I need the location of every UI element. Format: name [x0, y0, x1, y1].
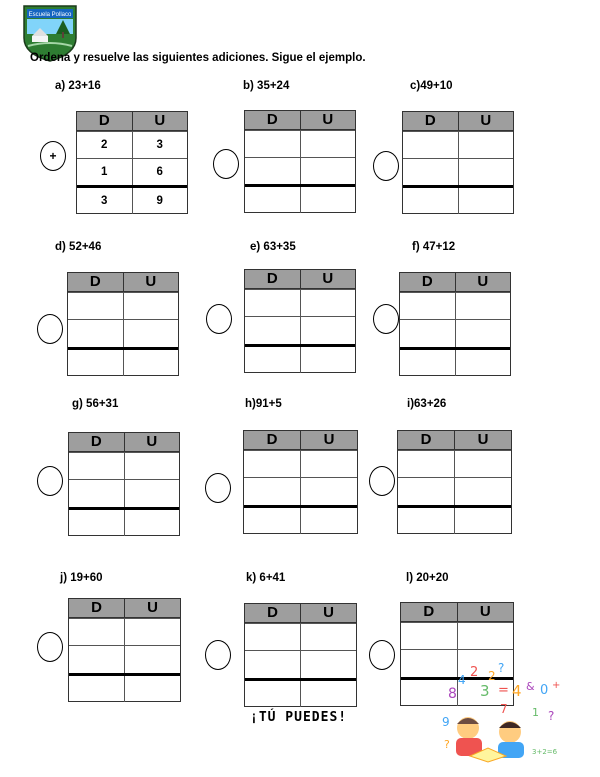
- tens-cell[interactable]: 3: [101, 195, 108, 207]
- children-reading-illustration-icon: [440, 658, 565, 770]
- operator-circle-b[interactable]: [213, 149, 239, 179]
- operator-circle-d[interactable]: [37, 314, 63, 344]
- addend-row: [398, 477, 511, 504]
- addend-row: [245, 623, 356, 650]
- units-cell[interactable]: [124, 619, 180, 645]
- table-header: [69, 599, 180, 618]
- table-header: [398, 431, 511, 450]
- addend-row: [245, 289, 355, 316]
- svg-text:+: +: [552, 680, 561, 691]
- tens-cell[interactable]: [68, 350, 123, 376]
- svg-text:3+2=6: 3+2=6: [532, 748, 558, 756]
- addend-row: [400, 319, 510, 346]
- units-cell[interactable]: [123, 350, 179, 376]
- result-row: [245, 678, 356, 707]
- place-value-table-c: [402, 111, 514, 214]
- instructions: Ordena y resuelve las siguientes adiciones. Sigue el ejemplo.: [30, 52, 366, 64]
- column-header-units: U: [300, 431, 357, 449]
- result-row: [245, 184, 355, 213]
- addend-row: [244, 477, 357, 504]
- result-row: [398, 505, 511, 534]
- place-value-table-a: [76, 111, 188, 214]
- operator-circle-j[interactable]: [37, 632, 63, 662]
- result-row: [69, 507, 179, 536]
- addend-row: [68, 319, 178, 346]
- units-cell[interactable]: [124, 480, 180, 506]
- units-cell[interactable]: [300, 131, 356, 157]
- addend-row: [77, 158, 187, 185]
- tens-cell[interactable]: [245, 187, 300, 213]
- tens-cell[interactable]: [69, 646, 124, 672]
- column-header-tens: D: [267, 604, 278, 621]
- units-cell[interactable]: 6: [132, 159, 188, 185]
- operator-circle-i[interactable]: [369, 466, 395, 496]
- table-header: [69, 433, 179, 452]
- tens-cell[interactable]: 2: [101, 139, 108, 151]
- units-cell[interactable]: [300, 290, 356, 316]
- tens-cell[interactable]: [245, 651, 300, 677]
- units-cell[interactable]: [458, 132, 514, 158]
- exercise-label-l: l) 20+20: [406, 572, 449, 584]
- svg-text:3: 3: [480, 682, 490, 700]
- units-cell[interactable]: [454, 478, 511, 504]
- addend-row: [403, 158, 513, 185]
- svg-text:4: 4: [512, 682, 522, 700]
- operator-circle-g[interactable]: [37, 466, 63, 496]
- table-header: [245, 604, 356, 623]
- column-header-units: U: [300, 604, 356, 622]
- addend-row: [244, 450, 357, 477]
- table-header: [245, 270, 355, 289]
- units-cell[interactable]: [458, 188, 514, 214]
- tens-cell[interactable]: 1: [101, 166, 108, 178]
- addend-row: [69, 479, 179, 506]
- tens-cell[interactable]: [403, 188, 458, 214]
- units-cell[interactable]: [458, 159, 514, 185]
- tens-cell[interactable]: [244, 508, 300, 534]
- addend-row: [245, 650, 356, 677]
- place-value-table-b: [244, 110, 356, 213]
- svg-text:1: 1: [532, 706, 539, 719]
- table-header: [401, 603, 513, 622]
- units-cell[interactable]: [123, 320, 179, 346]
- column-header-tens: D: [420, 431, 432, 448]
- tens-cell[interactable]: [403, 159, 458, 185]
- tens-cell[interactable]: [69, 453, 124, 479]
- tens-cell[interactable]: [245, 131, 300, 157]
- units-cell[interactable]: [124, 676, 180, 702]
- column-header-tens: D: [89, 273, 101, 290]
- tens-cell[interactable]: [244, 478, 300, 504]
- place-value-table-j: [68, 598, 181, 702]
- operator-circle-f[interactable]: [373, 304, 399, 334]
- table-header: [403, 112, 513, 131]
- units-cell[interactable]: [300, 478, 357, 504]
- exercise-label-g: g) 56+31: [72, 398, 119, 410]
- units-cell[interactable]: [454, 451, 511, 477]
- exercise-label-k: k) 6+41: [246, 572, 286, 584]
- table-header: [244, 431, 357, 450]
- result-row: [244, 505, 357, 534]
- addend-row: [401, 622, 513, 649]
- svg-text:8: 8: [448, 686, 457, 702]
- operator-circle-k[interactable]: [205, 640, 231, 670]
- units-cell[interactable]: 3: [132, 132, 188, 158]
- tens-cell[interactable]: [245, 317, 300, 343]
- svg-text:2: 2: [488, 669, 496, 683]
- column-header-units: U: [455, 273, 511, 291]
- place-value-table-k: [244, 603, 357, 707]
- tens-cell[interactable]: [401, 623, 457, 649]
- tens-cell[interactable]: [403, 132, 458, 158]
- operator-circle-h[interactable]: [205, 473, 231, 503]
- exercise-label-e: e) 63+35: [250, 241, 296, 253]
- units-cell[interactable]: [123, 293, 179, 319]
- place-value-table-e: [244, 269, 356, 373]
- school-name: Escuela Pollaco: [28, 12, 72, 18]
- place-value-table-i: [397, 430, 512, 534]
- operator-circle-a[interactable]: +: [40, 141, 66, 171]
- tens-cell[interactable]: [398, 508, 454, 534]
- tens-cell[interactable]: [245, 158, 300, 184]
- addend-row: [68, 292, 178, 319]
- exercise-label-d: d) 52+46: [55, 241, 102, 253]
- units-cell[interactable]: [300, 451, 357, 477]
- tens-cell[interactable]: [69, 480, 124, 506]
- units-cell[interactable]: [457, 623, 514, 649]
- addend-row: [69, 645, 180, 672]
- table-header: [77, 112, 187, 131]
- addend-row: [77, 131, 187, 158]
- tens-cell[interactable]: [245, 290, 300, 316]
- exercise-label-i: i)63+26: [407, 398, 447, 410]
- result-row: [69, 673, 180, 702]
- units-cell[interactable]: [300, 187, 356, 213]
- units-cell[interactable]: [300, 158, 356, 184]
- column-header-units: U: [123, 273, 179, 291]
- column-header-tens: D: [266, 111, 278, 128]
- column-header-tens: D: [423, 603, 435, 620]
- encouragement-text: ¡TÚ PUEDES!: [250, 710, 348, 725]
- addend-row: [403, 131, 513, 158]
- column-header-units: U: [124, 599, 180, 617]
- units-cell[interactable]: [455, 320, 511, 346]
- tens-cell[interactable]: [244, 451, 300, 477]
- column-header-units: U: [124, 433, 180, 451]
- svg-text:?: ?: [444, 738, 450, 751]
- tens-cell[interactable]: [398, 478, 454, 504]
- svg-text:7: 7: [500, 702, 508, 716]
- column-header-tens: D: [266, 270, 278, 287]
- svg-text:&: &: [526, 680, 535, 693]
- column-header-units: U: [458, 112, 514, 130]
- column-header-tens: D: [266, 431, 278, 448]
- exercise-label-f: f) 47+12: [412, 241, 456, 253]
- addend-row: [400, 292, 510, 319]
- addend-row: [245, 157, 355, 184]
- svg-text:?: ?: [548, 709, 555, 723]
- tens-cell[interactable]: [68, 320, 123, 346]
- units-cell[interactable]: [300, 317, 356, 343]
- addend-row: [69, 452, 179, 479]
- svg-text:=: =: [498, 683, 509, 698]
- column-header-units: U: [132, 112, 188, 130]
- tens-cell[interactable]: [400, 320, 455, 346]
- units-cell[interactable]: [455, 293, 511, 319]
- column-header-units: U: [300, 270, 356, 288]
- exercise-label-h: h)91+5: [245, 398, 282, 410]
- column-header-units: U: [300, 111, 356, 129]
- exercise-label-a: a) 23+16: [55, 80, 101, 92]
- units-cell[interactable]: [300, 347, 356, 373]
- tens-cell[interactable]: [68, 293, 123, 319]
- operator-circle-c[interactable]: [373, 151, 399, 181]
- exercise-label-j: j) 19+60: [60, 572, 103, 584]
- addend-row: [245, 130, 355, 157]
- column-header-units: U: [454, 431, 511, 449]
- place-value-table-f: [399, 272, 511, 376]
- place-value-table-d: [67, 272, 179, 376]
- tens-cell[interactable]: [245, 624, 300, 650]
- column-header-tens: D: [90, 433, 102, 450]
- tens-cell[interactable]: [398, 451, 454, 477]
- tens-cell[interactable]: [245, 681, 300, 707]
- units-cell[interactable]: [124, 510, 180, 536]
- addend-row: [398, 450, 511, 477]
- svg-text:4: 4: [458, 673, 466, 687]
- units-cell[interactable]: [455, 350, 511, 376]
- column-header-tens: D: [98, 112, 110, 129]
- operator-circle-e[interactable]: [206, 304, 232, 334]
- column-header-tens: D: [424, 112, 436, 129]
- tens-cell[interactable]: [245, 347, 300, 373]
- place-value-table-g: [68, 432, 180, 536]
- tens-cell[interactable]: [69, 676, 124, 702]
- svg-text:2: 2: [470, 665, 479, 680]
- units-cell[interactable]: [124, 453, 180, 479]
- table-header: [400, 273, 510, 292]
- units-cell[interactable]: 9: [132, 188, 188, 214]
- result-row: [77, 185, 187, 214]
- column-header-tens: D: [421, 273, 433, 290]
- units-cell[interactable]: [300, 651, 356, 677]
- result-row: [400, 347, 510, 376]
- tens-cell[interactable]: [400, 293, 455, 319]
- units-cell[interactable]: [300, 624, 356, 650]
- table-header: [245, 111, 355, 130]
- units-cell[interactable]: [454, 508, 511, 534]
- units-cell[interactable]: [124, 646, 180, 672]
- units-cell[interactable]: [300, 508, 357, 534]
- units-cell[interactable]: [300, 681, 356, 707]
- operator-circle-l[interactable]: [369, 640, 395, 670]
- column-header-units: U: [457, 603, 514, 621]
- tens-cell[interactable]: [400, 350, 455, 376]
- addend-row: [69, 618, 180, 645]
- result-row: [245, 344, 355, 373]
- tens-cell[interactable]: [69, 619, 124, 645]
- svg-text:?: ?: [498, 661, 505, 675]
- svg-text:0: 0: [540, 683, 549, 698]
- result-row: [403, 185, 513, 214]
- addend-row: [245, 316, 355, 343]
- result-row: [68, 347, 178, 376]
- svg-text:9: 9: [442, 715, 450, 729]
- column-header-tens: D: [91, 599, 102, 616]
- table-header: [68, 273, 178, 292]
- exercise-label-c: c)49+10: [410, 80, 453, 92]
- exercise-label-b: b) 35+24: [243, 80, 290, 92]
- tens-cell[interactable]: [69, 510, 124, 536]
- place-value-table-h: [243, 430, 358, 534]
